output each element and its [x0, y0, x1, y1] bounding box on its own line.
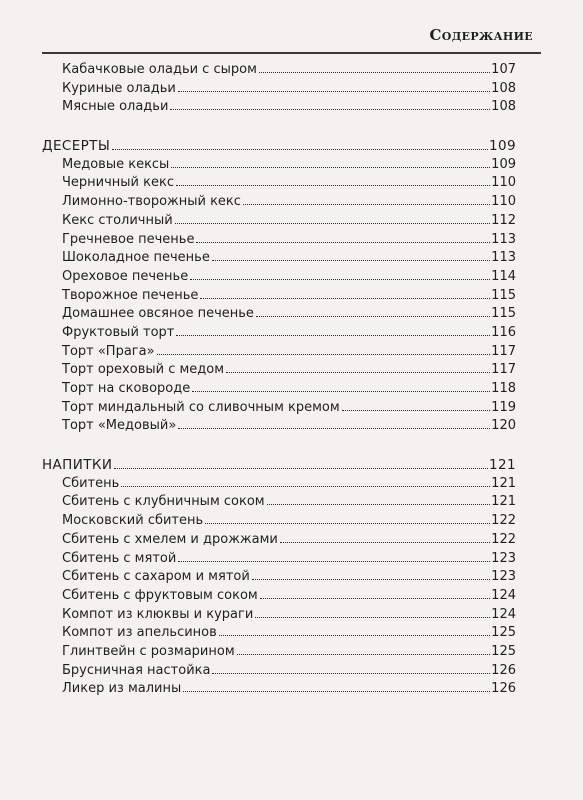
- page-number: 115: [491, 287, 516, 303]
- page-number: 125: [491, 625, 516, 641]
- dot-leader: [192, 391, 490, 392]
- entry-title: Глинтвейн с розмарином: [62, 643, 235, 659]
- toc-entry: [42, 62, 516, 81]
- dot-leader: [170, 109, 490, 110]
- dot-leader: [175, 223, 490, 224]
- entry-title: Компот из апельсинов: [62, 625, 217, 641]
- page-number: 110: [491, 175, 516, 191]
- page-number: 125: [491, 643, 516, 659]
- toc-entry: [42, 99, 516, 118]
- dot-leader: [342, 410, 490, 411]
- dot-leader: [183, 691, 490, 692]
- dot-leader: [267, 504, 491, 505]
- dot-leader: [190, 279, 490, 280]
- page-number: 123: [491, 569, 516, 585]
- page-number: 109: [489, 138, 516, 155]
- entry-title: Компот из клюквы и кураги: [62, 606, 254, 622]
- entry-title: Медовые кексы: [62, 156, 170, 172]
- toc-entry: [42, 644, 516, 663]
- entry-title: Сбитень: [62, 475, 120, 491]
- toc-section: [42, 457, 516, 700]
- entry-title: Торт «Медовый»: [62, 418, 177, 434]
- entry-title: Сбитень с мятой: [62, 550, 177, 566]
- page-number: 117: [491, 362, 516, 378]
- page-number: 121: [491, 475, 516, 491]
- entry-title: Торт ореховый с медом: [62, 362, 225, 378]
- dot-leader: [260, 598, 490, 599]
- toc-entry: [42, 175, 516, 194]
- dot-leader: [112, 149, 488, 150]
- page-number: 107: [491, 62, 516, 77]
- toc-entry: [42, 325, 516, 344]
- page-number: 123: [491, 550, 516, 566]
- entry-title: Черничный кекс: [62, 175, 174, 191]
- dot-leader: [200, 298, 490, 299]
- toc-entry: [42, 250, 516, 269]
- page-number: 124: [491, 606, 516, 622]
- entry-title: Торт на сковороде: [62, 381, 191, 396]
- table-of-contents: [42, 62, 516, 700]
- dot-leader: [114, 468, 488, 469]
- page-number: 108: [491, 80, 516, 96]
- dot-leader: [178, 91, 490, 92]
- entry-title: Ореховое печенье: [62, 268, 189, 284]
- toc-entry: [42, 494, 516, 513]
- toc-entry: [42, 400, 516, 419]
- page-number: 126: [491, 681, 516, 697]
- toc-entry: [42, 551, 516, 570]
- page-number: 121: [489, 457, 516, 474]
- dot-leader: [237, 654, 491, 655]
- entry-title: Сбитень с сахаром и мятой: [62, 569, 250, 585]
- entry-title: Мясные оладьи: [62, 99, 169, 115]
- toc-entry: [42, 476, 516, 495]
- entry-title: Фруктовый торт: [62, 324, 175, 340]
- toc-entry: [42, 213, 516, 232]
- entry-title: Домашнее овсяное печенье: [62, 306, 254, 322]
- entry-title: Брусничная настойка: [62, 662, 211, 678]
- page-number: 124: [491, 587, 516, 603]
- entry-title: Ликер из малины: [62, 681, 182, 697]
- entry-title: Торт миндальный со сливочным кремом: [62, 399, 340, 415]
- toc-section: [42, 138, 516, 437]
- toc-entry: [42, 513, 516, 532]
- entry-title: Гречневое печенье: [62, 231, 195, 247]
- dot-leader: [252, 579, 490, 580]
- page-number: 108: [491, 99, 516, 115]
- entry-title: Творожное печенье: [62, 287, 199, 303]
- toc-entry: [42, 288, 516, 307]
- toc-entry: [42, 681, 516, 700]
- dot-leader: [212, 673, 490, 674]
- entry-title: Торт «Прага»: [62, 343, 155, 359]
- entry-title: Сбитень с хмелем и дрожжами: [62, 531, 278, 547]
- dot-leader: [171, 167, 490, 168]
- dot-leader: [196, 242, 490, 243]
- dot-leader: [178, 561, 490, 562]
- toc-entry: [42, 532, 516, 551]
- section-title: ДЕСЕРТЫ: [42, 138, 111, 155]
- entry-title: Кабачковые оладьи с сыром: [62, 62, 257, 77]
- section-title: НАПИТКИ: [42, 457, 113, 474]
- page-number: 116: [491, 324, 516, 340]
- page-number: 117: [491, 343, 516, 359]
- page-number: 122: [491, 531, 516, 547]
- dot-leader: [176, 335, 490, 336]
- dot-leader: [256, 316, 490, 317]
- page-number: 114: [491, 268, 516, 284]
- page-number: 113: [491, 250, 516, 266]
- page-number: 113: [491, 231, 516, 247]
- toc-entry: [42, 306, 516, 325]
- entry-title: Куриные оладьи: [62, 80, 176, 96]
- dot-leader: [176, 185, 490, 186]
- dot-leader: [226, 372, 490, 373]
- dot-leader: [121, 486, 490, 487]
- dot-leader: [259, 72, 490, 73]
- toc-entry: [42, 381, 516, 400]
- page-header: [42, 22, 541, 54]
- entry-title: Московский сбитень: [62, 513, 204, 529]
- toc-entry: [42, 569, 516, 588]
- section-heading: [42, 457, 516, 476]
- page-number: 118: [491, 381, 516, 396]
- toc-entry: [42, 157, 516, 176]
- toc-entry: [42, 625, 516, 644]
- toc-entry: [42, 418, 516, 437]
- entry-title: Сбитень с клубничным соком: [62, 494, 265, 510]
- dot-leader: [255, 617, 490, 618]
- entry-title: Лимонно-творожный кекс: [62, 194, 241, 210]
- toc-entry: [42, 362, 516, 381]
- page-number: 112: [491, 212, 516, 228]
- page-number: 115: [491, 306, 516, 322]
- entry-title: Шоколадное печенье: [62, 250, 210, 266]
- toc-entry: [42, 663, 516, 682]
- toc-entry: [42, 344, 516, 363]
- dot-leader: [243, 204, 490, 205]
- dot-leader: [219, 635, 490, 636]
- page-number: 109: [491, 156, 516, 172]
- page-number: 110: [491, 194, 516, 210]
- page-number: 120: [491, 418, 516, 434]
- page-number: 126: [491, 662, 516, 678]
- section-heading: [42, 138, 516, 157]
- dot-leader: [212, 260, 490, 261]
- page-number: 121: [491, 494, 516, 510]
- toc-entry: [42, 194, 516, 213]
- page-title: Содержание: [429, 26, 533, 44]
- toc-entry: [42, 588, 516, 607]
- page-number: 119: [491, 399, 516, 415]
- toc-section: [42, 62, 516, 118]
- page-number: 122: [491, 513, 516, 529]
- toc-entry: [42, 232, 516, 251]
- toc-entry: [42, 269, 516, 288]
- dot-leader: [205, 523, 490, 524]
- dot-leader: [178, 428, 490, 429]
- dot-leader: [157, 354, 491, 355]
- toc-entry: [42, 607, 516, 626]
- entry-title: Сбитень с фруктовым соком: [62, 587, 258, 603]
- toc-entry: [42, 81, 516, 100]
- entry-title: Кекс столичный: [62, 212, 173, 228]
- dot-leader: [280, 542, 490, 543]
